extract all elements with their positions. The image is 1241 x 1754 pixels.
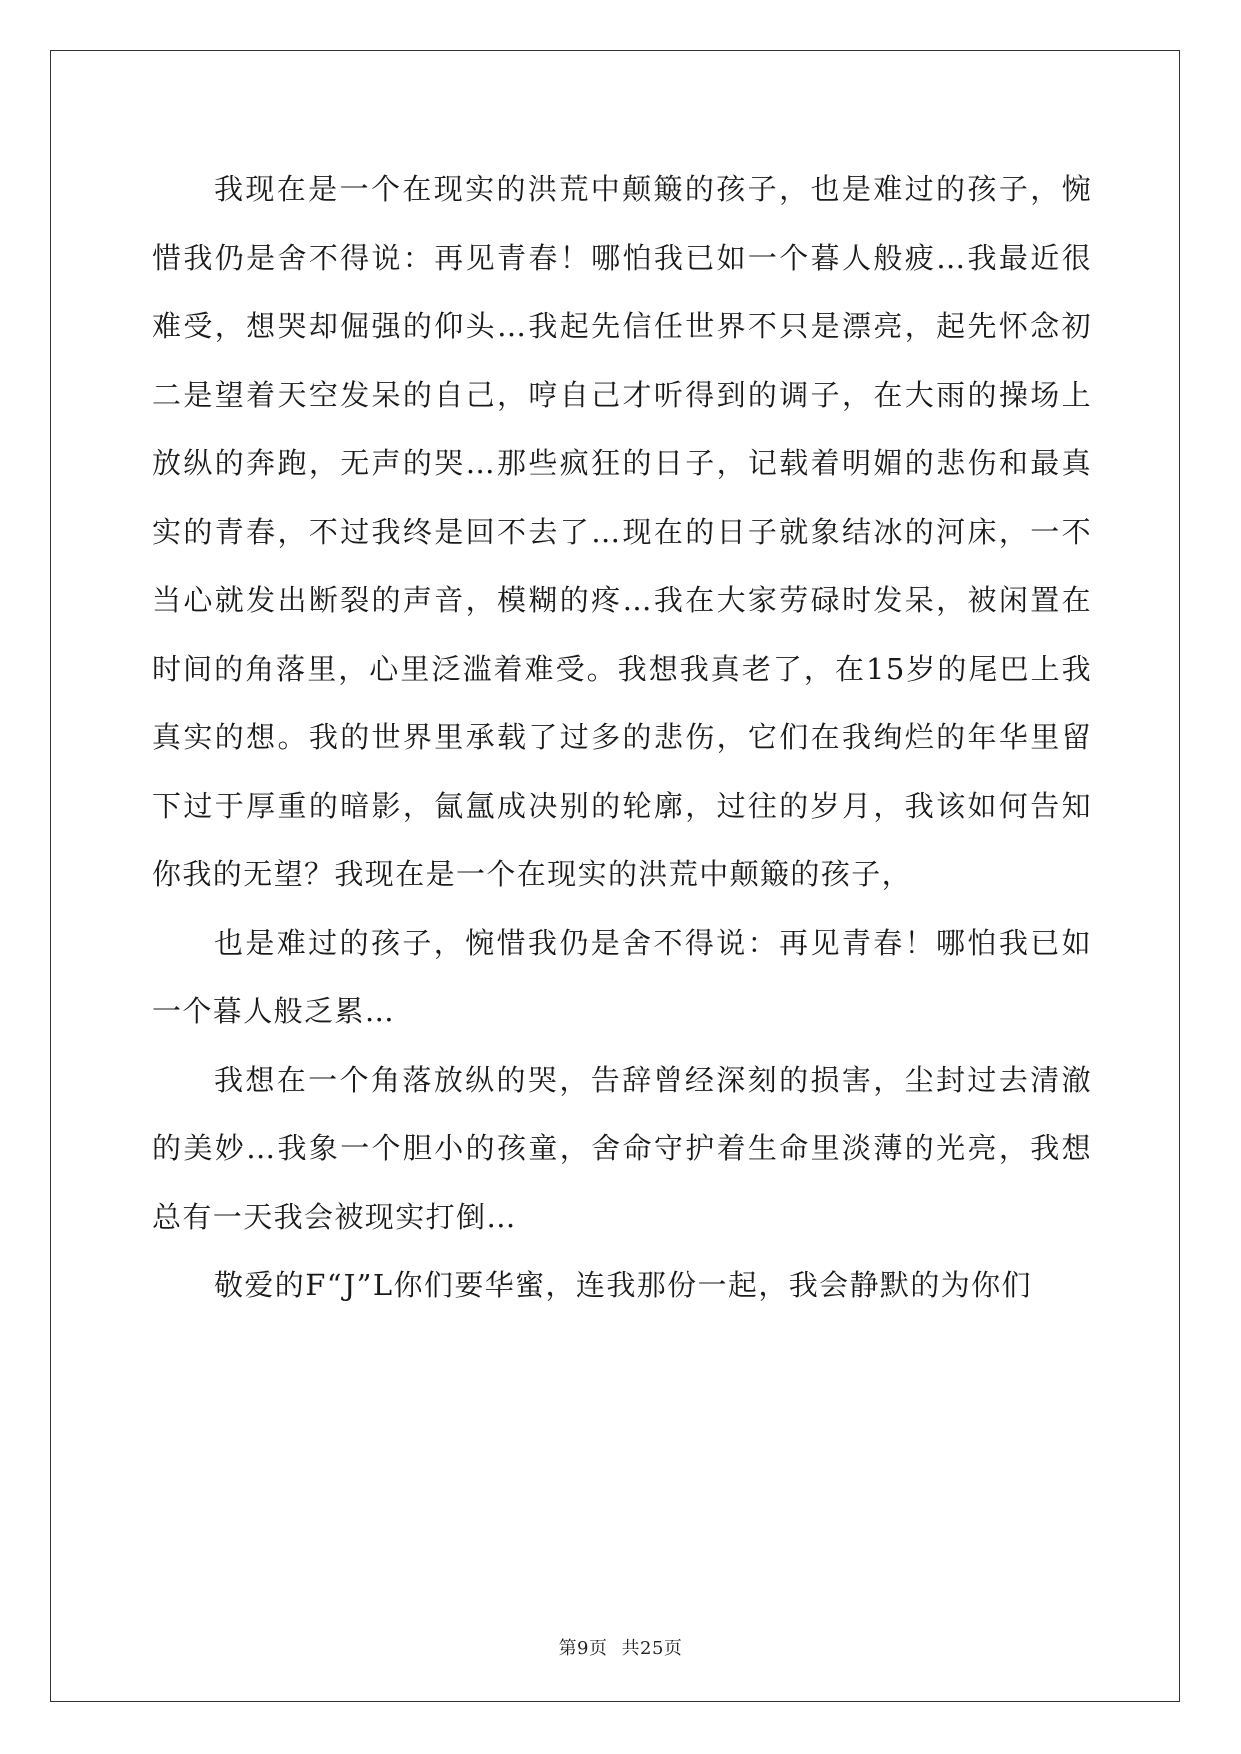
paragraph: 也是难过的孩子，惋惜我仍是舍不得说：再见青春！哪怕我已如一个暮人般乏累…: [152, 925, 1092, 1028]
paragraph: 我现在是一个在现实的洪荒中颠簸的孩子，也是难过的孩子，惋惜我仍是舍不得说：再见青春！哪怕我已如一个暮人般疲…我最近很难受，想哭却倔强的仰头…我起先信任世界不只是漂亮，起先怀念初二是望着天空发呆的自己，哼自己才听得到的调子，在大雨的操场上放纵的奔跑，无声的哭…那些疯狂的日子，记载着明媚的悲伤和最真实的青春，不过我终是回不去了…现在的日子就象结冰的河床，一不当心就发出断裂的声音，模糊的疼…我在大家劳碌时发呆，被闲置在时间的角落里，心里泛滥着难受。我想我真老了，在15岁的尾巴上我真实的想。我的世界里承载了过多的悲伤，它们在我绚烂的年华里留下过于厚重的暗影，氤氲成决别的轮廓，过往的岁月，我该如何告知你我的无望？我现在是一个在现实的洪荒中颠簸的孩子，: [152, 172, 1092, 891]
paragraph: 敬爱的F“J”L你们要华蜜，连我那份一起，我会静默的为你们: [214, 1268, 1032, 1302]
document-body: [152, 155, 1092, 1320]
paragraph: 我想在一个角落放纵的哭，告辞曾经深刻的损害，尘封过去清澈的美妙…我象一个胆小的孩童，舍命守护着生命里淡薄的光亮，我想总有一天我会被现实打倒…: [152, 1062, 1092, 1234]
page-footer: [0, 1634, 1241, 1660]
page-number: 第9页: [558, 1638, 608, 1659]
page-total: 共25页: [621, 1638, 683, 1659]
